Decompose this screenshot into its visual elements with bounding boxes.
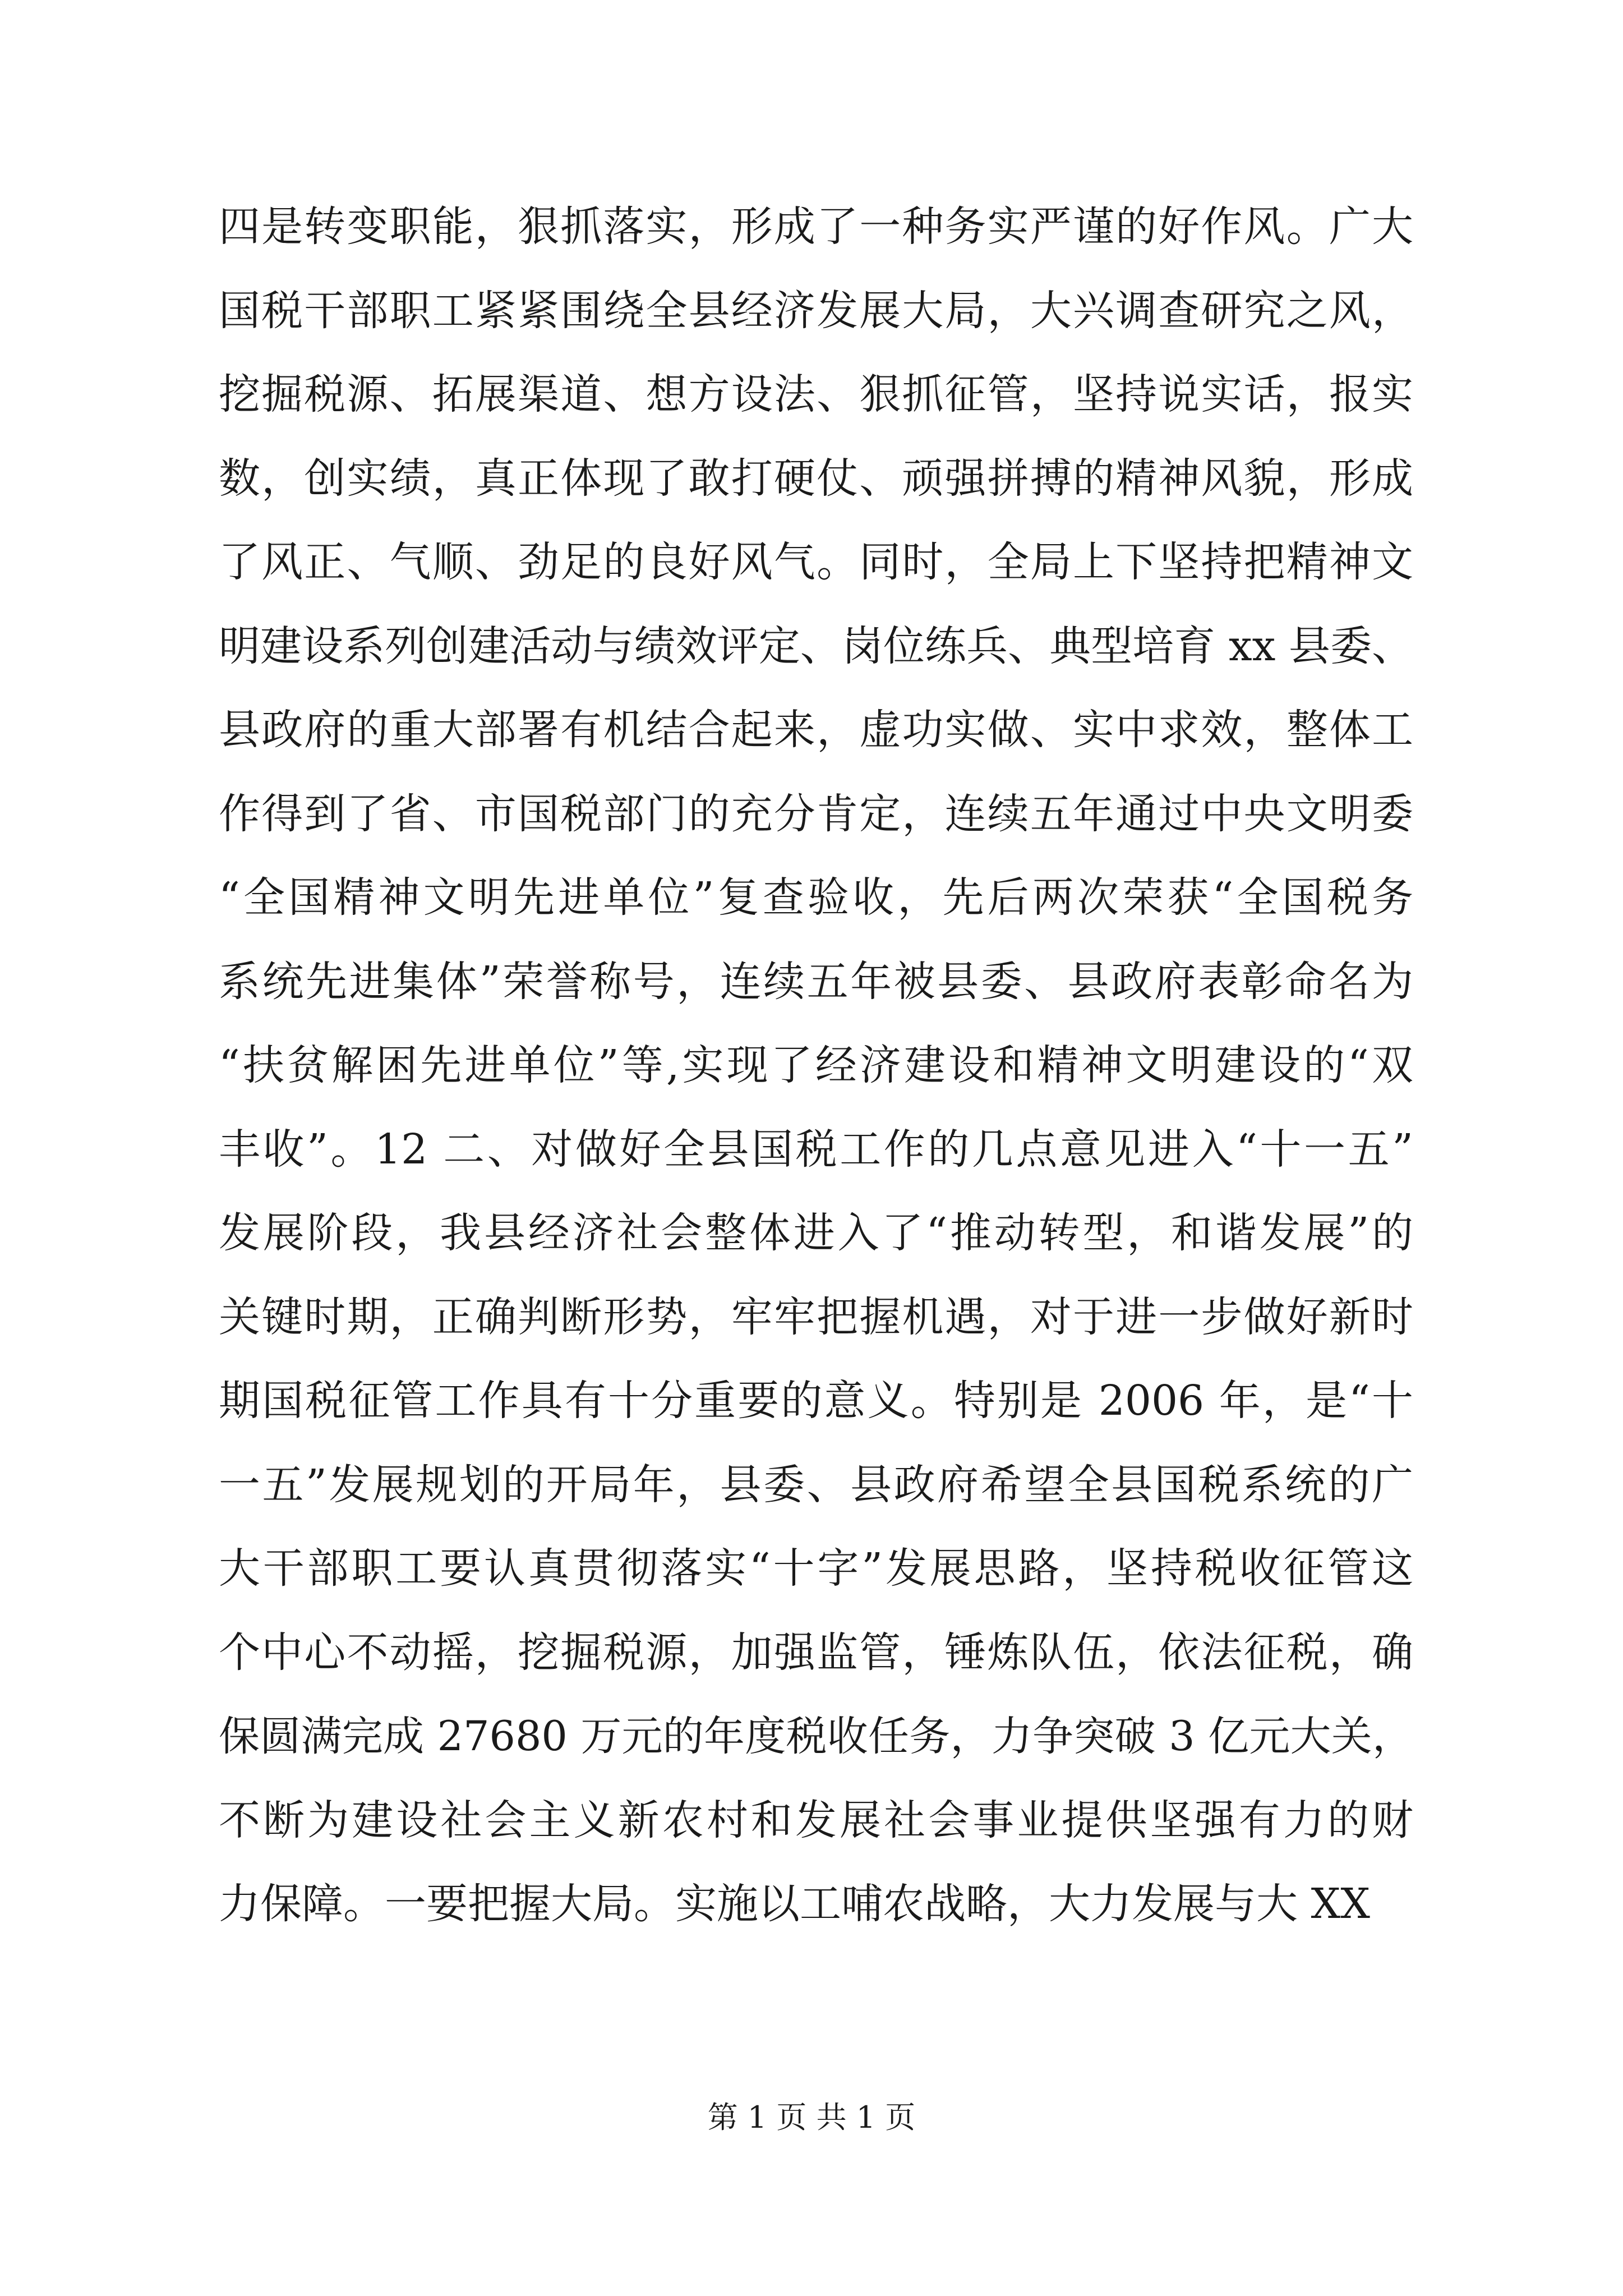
text-line: 挖掘税源、拓展渠道、想方设法、狠抓征管，坚持说实话，报实 [219, 370, 1413, 418]
text-line: 关键时期，正确判断形势，牢牢把握机遇，对于进一步做好新时 [219, 1292, 1413, 1341]
text-line: 期国税征管工作具有十分重要的意义。特别是 2006 年，是“十 [219, 1377, 1413, 1425]
text-line: 四是转变职能，狠抓落实，形成了一种务实严谨的好作风。广大 [219, 203, 1413, 251]
text-line: “全国精神文明先进单位”复查验收，先后两次荣获“全国税务 [219, 873, 1413, 922]
body-text [219, 185, 1413, 1947]
page-footer: 第 1 页 共 1 页 [707, 2100, 916, 2135]
text-line: 个中心不动摇，挖掘税源，加强监管，锤炼队伍，依法征税，确 [219, 1628, 1413, 1677]
text-line: 国税干部职工紧紧围绕全县经济发展大局，大兴调查研究之风， [219, 286, 1413, 335]
text-line: 了风正、气顺、劲足的良好风气。同时，全局上下坚持把精神文 [219, 538, 1413, 586]
text-line: 发展阶段，我县经济社会整体进入了“推动转型，和谐发展”的 [219, 1209, 1413, 1257]
text-line: 作得到了省、市国税部门的充分肯定，连续五年通过中央文明委 [219, 789, 1413, 838]
text-line: 不断为建设社会主义新农村和发展社会事业提供坚强有力的财 [219, 1796, 1413, 1844]
text-line: 明建设系列创建活动与绩效评定、岗位练兵、典型培育 xx 县委、 [219, 622, 1413, 670]
text-line: 系统先进集体”荣誉称号，连续五年被县委、县政府表彰命名为 [219, 957, 1413, 1006]
text-line: 力保障。一要把握大局。实施以工哺农战略，大力发展与大 XX [219, 1880, 1370, 1928]
text-line: 大干部职工要认真贯彻落实“十字”发展思路，坚持税收征管这 [219, 1544, 1413, 1593]
text-line: 保圆满完成 27680 万元的年度税收任务，力争突破 3 亿元大关， [219, 1713, 1413, 1760]
text-line: 一五”发展规划的开局年，县委、县政府希望全县国税系统的广 [219, 1460, 1413, 1509]
text-line: “扶贫解困先进单位”等,实现了经济建设和精神文明建设的“双 [219, 1041, 1413, 1089]
text-line: 数，创实绩，真正体现了敢打硬仗、顽强拼搏的精神风貌，形成 [219, 454, 1413, 503]
text-line: 丰收”。12 二、对做好全县国税工作的几点意见进入“十一五” [219, 1125, 1413, 1174]
text-line: 县政府的重大部署有机结合起来，虚功实做、实中求效，整体工 [219, 706, 1413, 754]
